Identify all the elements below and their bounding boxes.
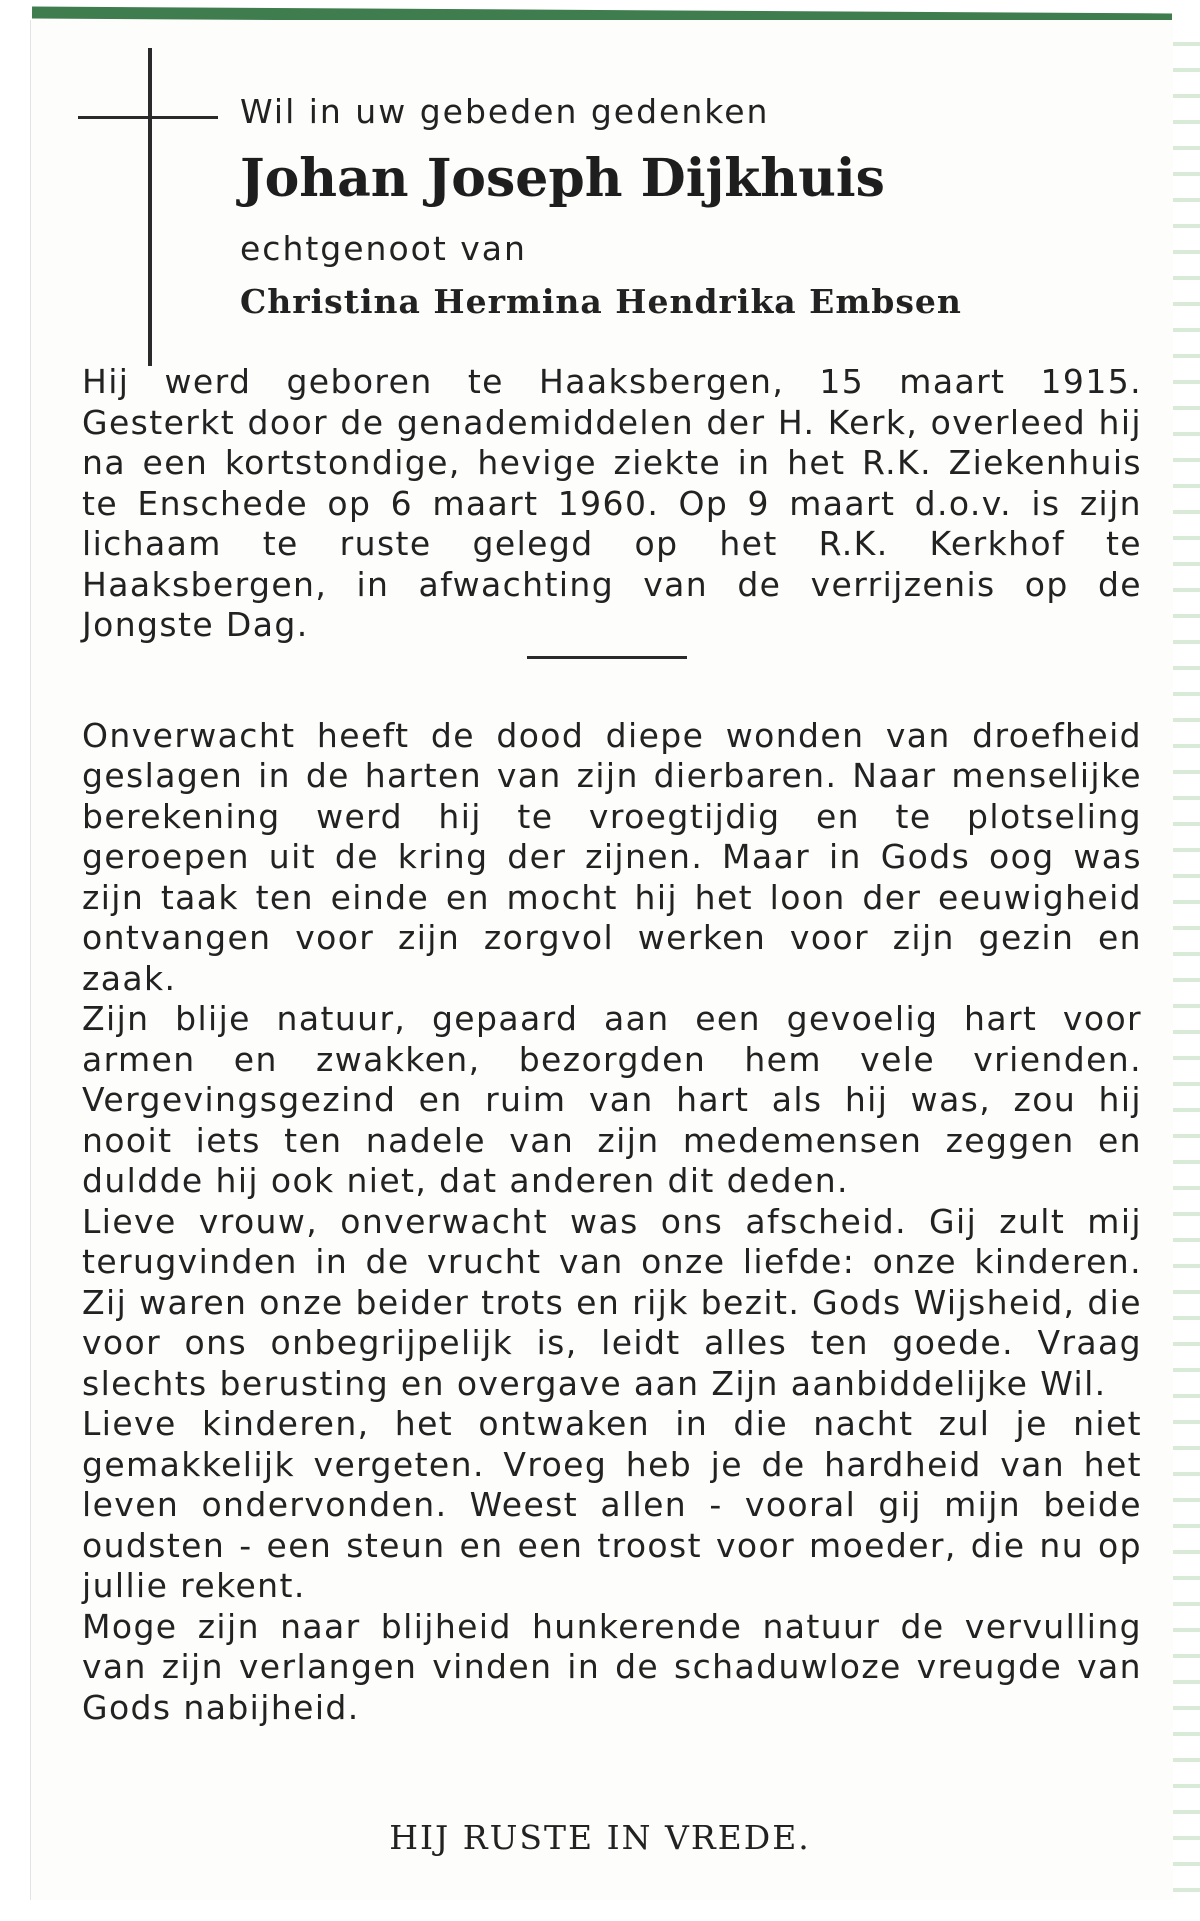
card-body: [82, 362, 1142, 1728]
paragraph-character: Zijn blije natuur, gepaard aan een gevoelig hart voor armen en zwakken, bezorgden hem vele vrienden. Vergevingsgezind en ruim van hart als hij was, zou hij nooit iets ten nadele van zijn medemensen zeggen en duldde hij ook niet, dat anderen dit deden.: [82, 999, 1142, 1200]
cross-icon-bar: [78, 116, 218, 119]
divider-line: [527, 656, 687, 659]
paragraph-children: Lieve kinderen, het ontwaken in die nacht zul je niet gemakkelijk vergeten. Vroeg heb je de hardheid van het leven ondervonden. Weest allen - vooral gij mijn beide oudsten - een steun en een troost voor moeder, die nu op jullie rekent.: [82, 1404, 1142, 1605]
deceased-name: Johan Joseph Dijkhuis: [240, 148, 885, 209]
cross-icon: [148, 48, 152, 366]
paragraph-wife: Lieve vrouw, onverwacht was ons afscheid. Gij zult mij terugvinden in de vrucht van onze liefde: onze kinderen. Zij waren onze beider trots en rijk bezit. Gods Wijsheid, die voor ons onbegrijpelijk is, leidt alles ten goede. Vraag slechts berusting en overgave aan Zijn aanbiddelijke Wil.: [82, 1201, 1142, 1403]
paragraph-wish: Moge zijn naar blijheid hunkerende natuur de vervulling van zijn verlangen vinden in de schaduwloze vreugde van Gods nabijheid.: [82, 1606, 1142, 1727]
paragraph-grief: Onverwacht heeft de dood diepe wonden van droefheid geslagen in de harten van zijn dierbaren. Naar menselijke berekening werd hij te vroegtijdig en te plotseling geroepen uit de kring der zijnen. Maar in Gods oog was zijn taak ten einde en mocht hij het loon der eeuwigheid ontvangen voor zijn zorgvol werken voor zijn gezin en zaak.: [82, 715, 1142, 998]
closing-line: HIJ RUSTE IN VREDE.: [389, 1818, 811, 1857]
green-right-margin: [1172, 20, 1200, 1900]
biography-paragraph: Hij werd geboren te Haaksbergen, 15 maart 1915. Gesterkt door de genademiddelen der H. Kerk, overleed hij na een kortstondige, hevige ziekte in het R.K. Ziekenhuis te Enschede op 6 maart 1960. Op 9 maart d.o.v. is zijn lichaam te ruste gelegd op het R.K. Kerkhof te Haaksbergen, in afwachting van de verrijzenis op de Jongste Dag.: [82, 362, 1142, 644]
intro-line: Wil in uw gebeden gedenken: [240, 92, 770, 131]
spouse-name: Christina Hermina Hendrika Embsen: [240, 282, 962, 321]
card-header: [240, 88, 1100, 330]
spouse-label: echtgenoot van: [240, 229, 527, 268]
divider-container: [82, 646, 1142, 716]
